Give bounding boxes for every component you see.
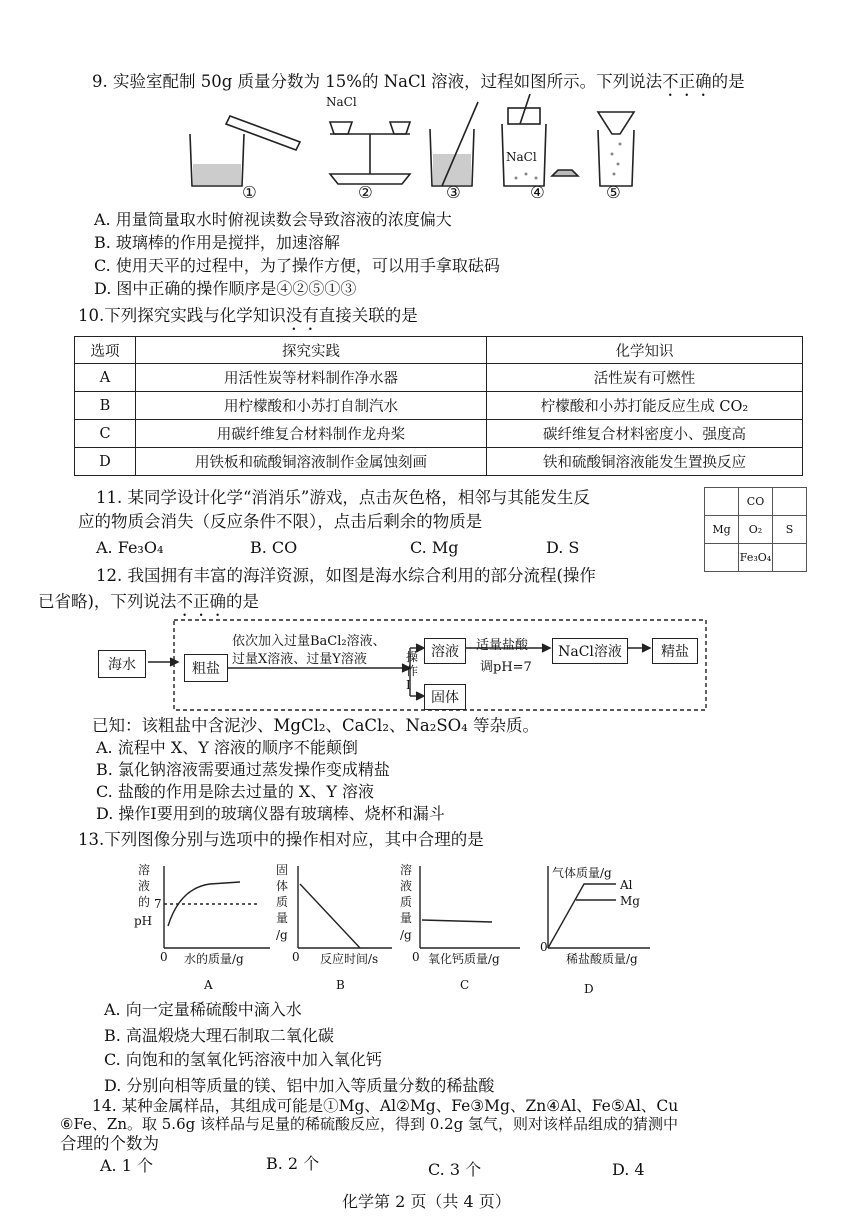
q13-c-unit: /g xyxy=(400,928,412,942)
q14-option-c: C. 3 个 xyxy=(428,1160,482,1179)
q12-option-d: D. 操作Ⅰ要用到的玻璃仪器有玻璃棒、烧杯和漏斗 xyxy=(96,804,445,823)
grid-cell xyxy=(705,488,739,516)
q11-game-grid xyxy=(704,487,807,572)
q9-label-3: ③ xyxy=(446,183,461,202)
flow-crude-salt: 粗盐 xyxy=(184,654,228,682)
q9-label-1: ① xyxy=(242,183,257,202)
q11-option-a: A. Fe₃O₄ xyxy=(96,538,164,557)
q10-cell-opt: B xyxy=(75,392,136,420)
flow-seawater: 海水 xyxy=(98,650,146,678)
flow-step-bottom: 过量X溶液、过量Y溶液 xyxy=(232,652,367,667)
q10-header-practice: 探究实践 xyxy=(136,337,487,364)
q13-b-origin: 0 xyxy=(292,950,300,964)
q10-table xyxy=(74,336,803,476)
q14-line2: ⑥Fe、Zn。取 5.6g 该样品与足量的稀硫酸反应，得到 0.2g 氢气，则对该样品组成的猜测中 xyxy=(60,1115,678,1133)
q11-line1: 11. 某同学设计化学“消消乐”游戏，点击灰色格，相邻与其能发生反 xyxy=(96,488,590,507)
grid-cell xyxy=(705,544,739,572)
grid-cell xyxy=(773,488,807,516)
q9-label-2: ② xyxy=(358,183,373,202)
q12-line2: 已省略)，下列说法不正确的是 xyxy=(38,592,259,611)
q13-d-mg: Mg xyxy=(620,894,640,908)
q10-cell-opt: C xyxy=(75,420,136,448)
q12-known: 已知：该粗盐中含泥沙、MgCl₂、CaCl₂、Na₂SO₄ 等杂质。 xyxy=(92,716,540,735)
q13-d-xlabel: 稀盐酸质量/g xyxy=(566,952,638,966)
grid-cell xyxy=(773,544,807,572)
q10-cell-practice: 用碳纤维复合材料制作龙舟桨 xyxy=(136,420,487,448)
q10-cell-practice: 用活性炭等材料制作净水器 xyxy=(136,364,487,392)
q9-option-c: C. 使用天平的过程中，为了操作方便，可以用手拿取砝码 xyxy=(94,256,500,275)
table-row xyxy=(75,420,803,448)
page-footer: 化学第 2 页（共 4 页） xyxy=(342,1192,511,1211)
grid-cell: Mg xyxy=(705,516,739,544)
q13-option-a: A. 向一定量稀硫酸中滴入水 xyxy=(104,1000,302,1019)
q13-stem: 13.下列图像分别与选项中的操作相对应，其中合理的是 xyxy=(78,830,484,849)
table-row xyxy=(75,448,803,476)
grid-cell-gray: O₂ xyxy=(739,516,773,544)
flow-solution: 溶液 xyxy=(424,638,466,664)
flow-operation-1: 操作Ⅰ xyxy=(406,650,419,692)
flow-refined-salt: 精盐 xyxy=(652,638,698,664)
q14-option-a: A. 1 个 xyxy=(100,1156,153,1175)
q13-d-tag: D xyxy=(584,982,594,996)
q10-cell-practice: 用铁板和硫酸铜溶液制作金属蚀刻画 xyxy=(136,448,487,476)
q9-stem: 9. 实验室配制 50g 质量分数为 15%的 NaCl 溶液，过程如图所示。下列说法不正确的是 xyxy=(92,72,745,91)
q12-option-a: A. 流程中 X、Y 溶液的顺序不能颠倒 xyxy=(96,738,358,757)
q13-b-tag: B xyxy=(336,978,345,992)
q14-option-b: B. 2 个 xyxy=(266,1154,320,1173)
grid-cell: Fe₃O₄ xyxy=(739,544,773,572)
q10-header-option: 选项 xyxy=(75,337,136,364)
q11-option-d: D. S xyxy=(546,538,580,557)
q14-option-d: D. 4 xyxy=(612,1160,645,1179)
q9-nacl-jar-label: NaCl xyxy=(506,150,537,164)
q9-label-5: ⑤ xyxy=(606,183,621,202)
flow-ph: 调pH=7 xyxy=(480,660,532,675)
flow-step-top: 依次加入过量BaCl₂溶液、 xyxy=(232,634,386,649)
q13-b-unit: /g xyxy=(276,928,288,942)
flow-nacl-solution: NaCl溶液 xyxy=(552,638,628,664)
q11-option-b: B. CO xyxy=(250,538,298,557)
q13-c-origin: 0 xyxy=(412,950,420,964)
q10-cell-practice: 用柠檬酸和小苏打自制汽水 xyxy=(136,392,487,420)
flow-acid: 适量盐酸 xyxy=(476,638,529,653)
table-row xyxy=(75,392,803,420)
q14-line1: 14. 某种金属样品，其组成可能是①Mg、Al②Mg、Fe③Mg、Zn④Al、Fe⑤Al、Cu xyxy=(92,1097,679,1115)
q13-a-seven: 7 xyxy=(154,897,162,911)
q13-d-origin: 0 xyxy=(540,940,548,954)
flow-solid: 固体 xyxy=(424,684,466,710)
q13-c-xlabel: 氧化钙质量/g xyxy=(428,952,500,966)
q13-c-tag: C xyxy=(460,978,470,992)
table-row xyxy=(75,364,803,392)
q12-option-b: B. 氯化钠溶液需要通过蒸发操作变成精盐 xyxy=(96,760,390,779)
grid-cell: CO xyxy=(739,488,773,516)
q10-stem: 10.下列探究实践与化学知识没有直接关联的是 xyxy=(78,306,418,325)
q13-b-ylabel: 固 体 质 量 xyxy=(276,863,289,925)
q9-option-a: A. 用量筒量取水时俯视读数会导致溶液的浓度偏大 xyxy=(94,210,452,229)
q12-line1: 12. 我国拥有丰富的海洋资源，如图是海水综合利用的部分流程(操作 xyxy=(96,566,596,585)
q10-cell-opt: D xyxy=(75,448,136,476)
q13-a-ylabel-ph: pH xyxy=(134,914,153,928)
q13-a-ylabel: 溶 液 的 xyxy=(138,863,151,909)
q13-b-xlabel: 反应时间/s xyxy=(320,952,379,966)
q13-option-d: D. 分别向相等质量的镁、铝中加入等质量分数的稀盐酸 xyxy=(104,1076,495,1095)
q10-cell-knowledge: 碳纤维复合材料密度小、强度高 xyxy=(487,420,803,448)
q13-option-c: C. 向饱和的氢氧化钙溶液中加入氧化钙 xyxy=(104,1050,382,1069)
q11-line2: 应的物质会消失（反应条件不限），点击后剩余的物质是 xyxy=(78,512,483,531)
q13-c-ylabel: 溶 液 质 量 xyxy=(400,863,413,925)
q13-d-ylabel: 气体质量/g xyxy=(552,866,612,880)
q9-option-b: B. 玻璃棒的作用是搅拌，加速溶解 xyxy=(94,233,340,252)
q14-line3: 合理的个数为 xyxy=(60,1134,159,1153)
q13-a-xlabel: 水的质量/g xyxy=(184,952,244,966)
q12-option-c: C. 盐酸的作用是除去过量的 X、Y 溶液 xyxy=(96,782,374,801)
q9-nacl-label: NaCl xyxy=(326,95,357,109)
q13-a-tag: A xyxy=(204,978,213,992)
q13-option-b: B. 高温煅烧大理石制取二氧化碳 xyxy=(104,1026,334,1045)
q13-a-origin: 0 xyxy=(160,950,168,964)
q10-header-knowledge: 化学知识 xyxy=(487,337,803,364)
q13-d-al: Al xyxy=(620,878,633,892)
q10-cell-knowledge: 铁和硫酸铜溶液能发生置换反应 xyxy=(487,448,803,476)
q9-option-d: D. 图中正确的操作顺序是④②⑤①③ xyxy=(94,279,357,298)
q9-label-4: ④ xyxy=(530,183,545,202)
grid-cell: S xyxy=(773,516,807,544)
q11-option-c: C. Mg xyxy=(410,538,459,557)
q10-cell-opt: A xyxy=(75,364,136,392)
q10-cell-knowledge: 活性炭有可燃性 xyxy=(487,364,803,392)
q10-cell-knowledge: 柠檬酸和小苏打能反应生成 CO₂ xyxy=(487,392,803,420)
